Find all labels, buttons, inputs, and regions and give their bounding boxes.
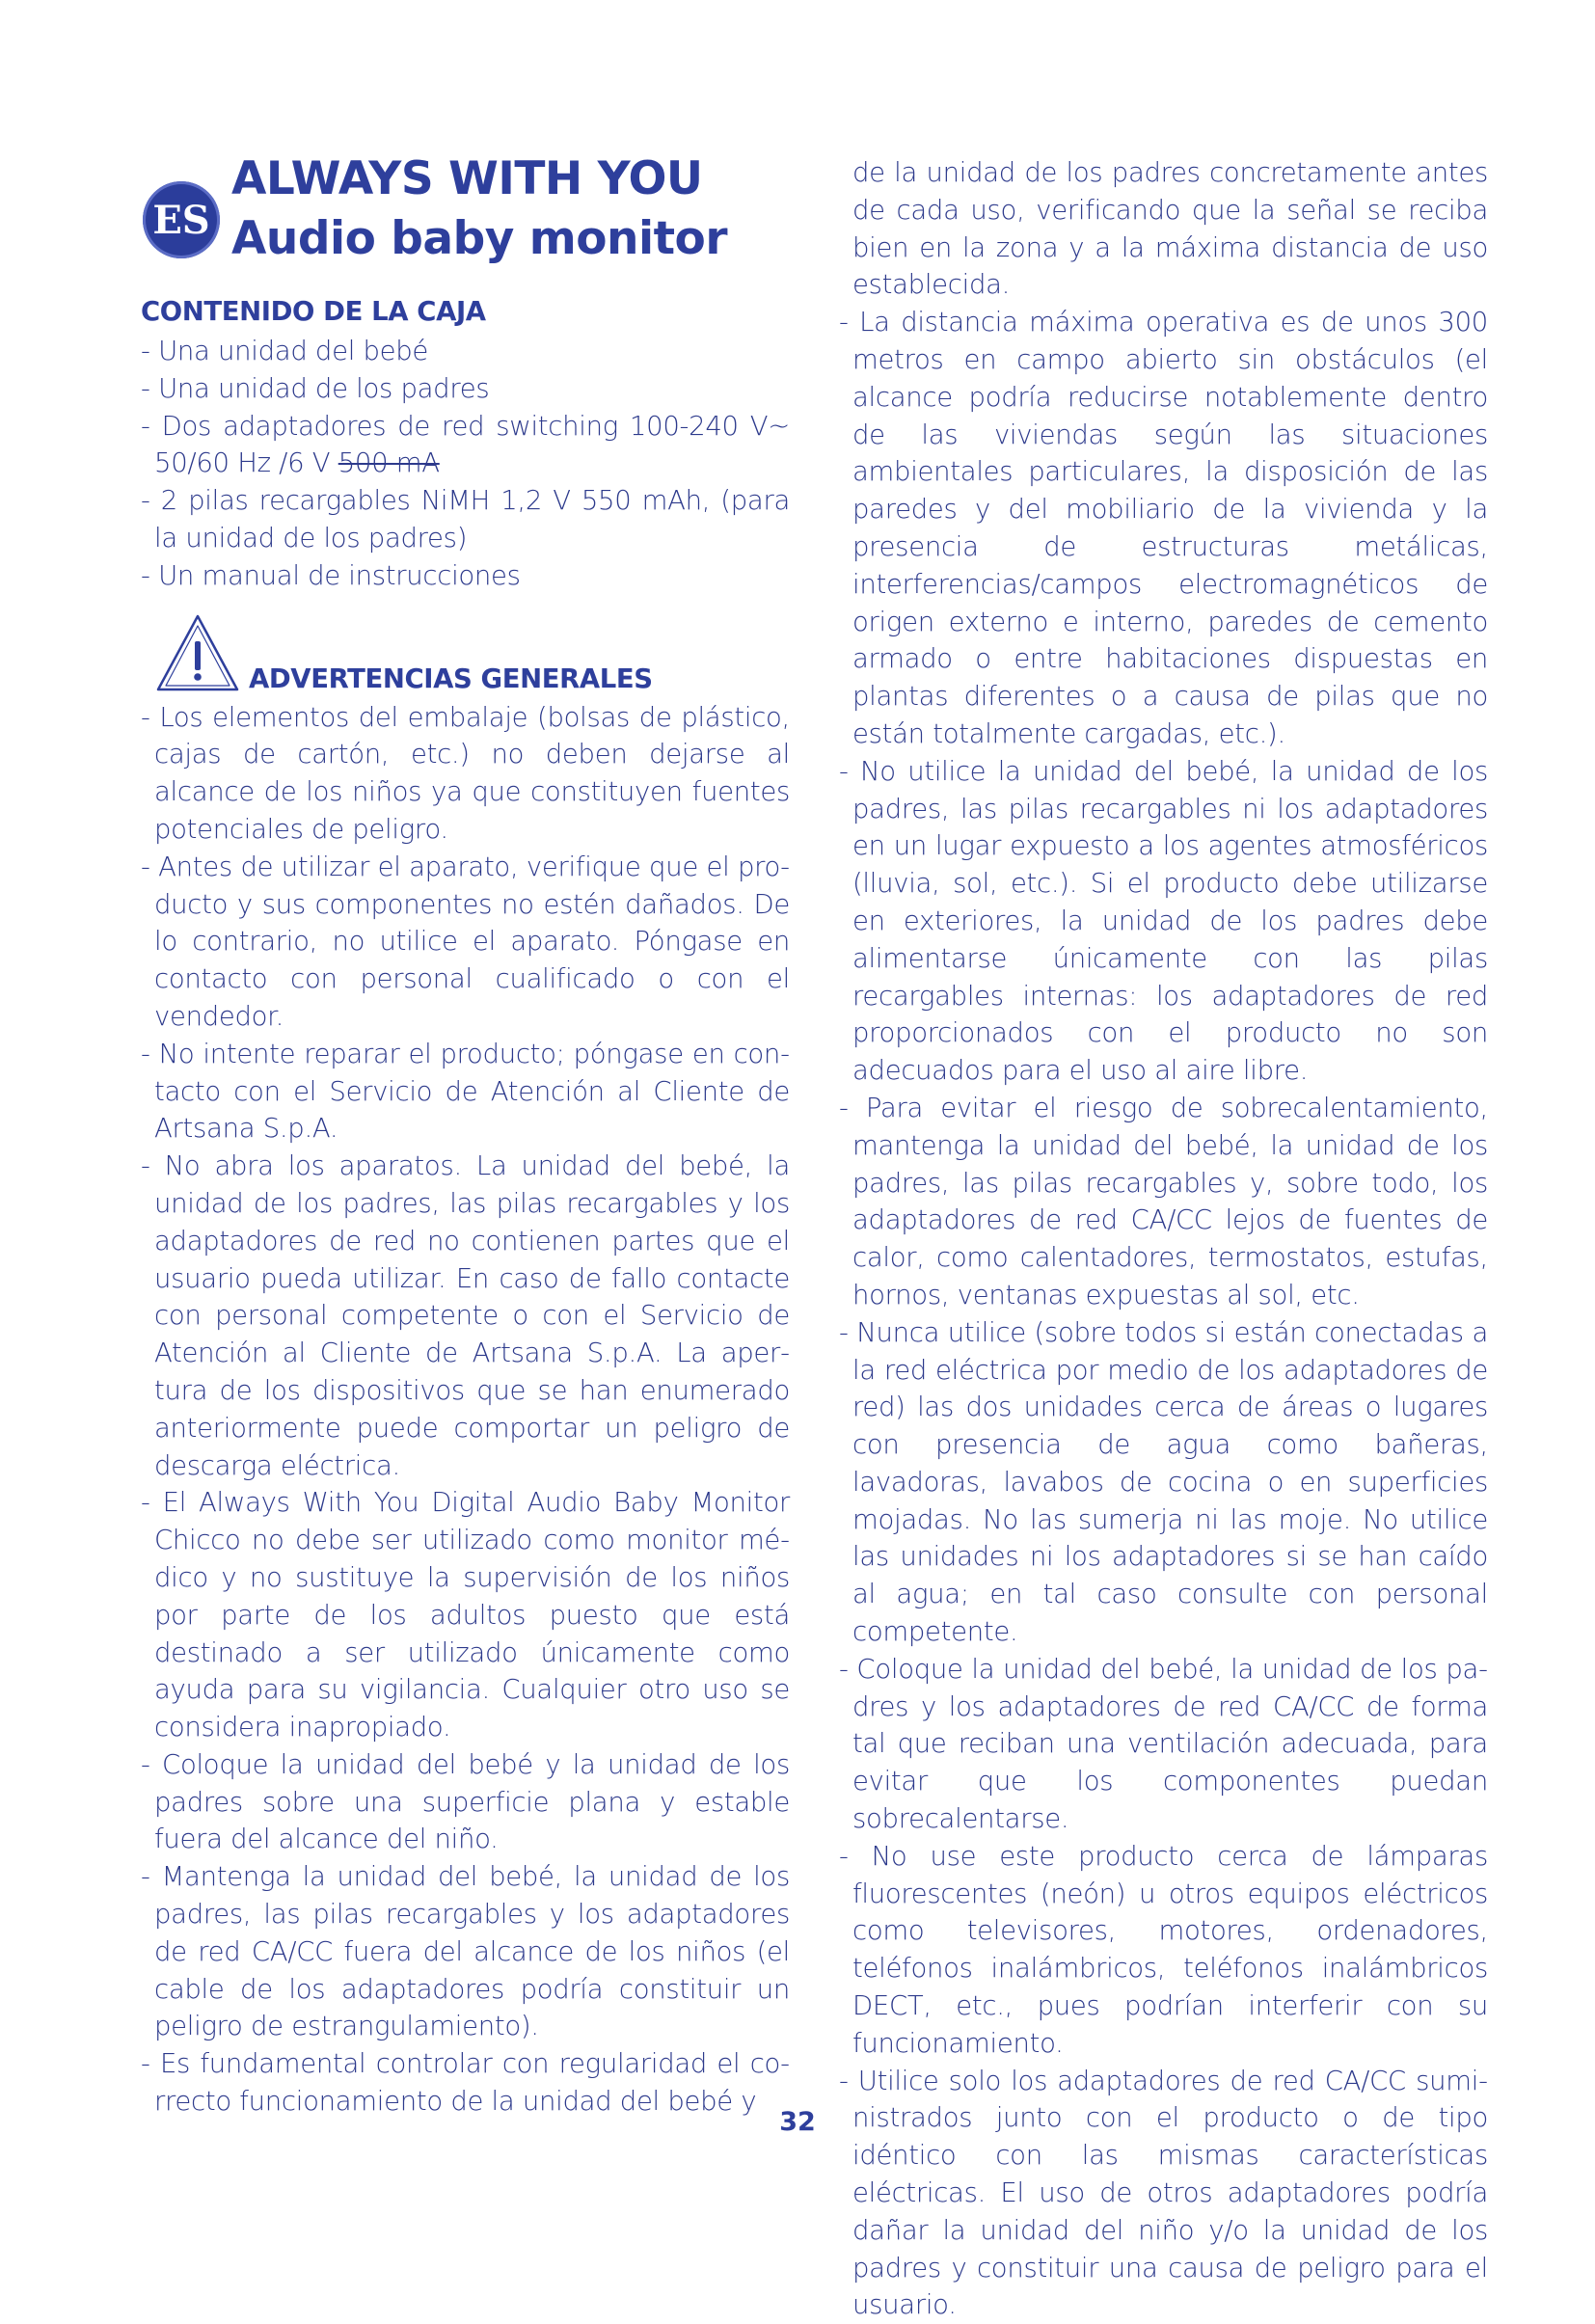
list-item: - Una unidad de los padres: [141, 372, 490, 404]
warning-item: - No utilice la unidad del bebé, la unidad de los padres, las pilas recargables ni los adaptadores en un lugar expuesto a los agentes atmosféricos (lluvia, sol, etc.). Si el producto debe utilizarse en exteriores, la unidad de los padres debe alimentarse únicamente con las pilas recargables internas: los adaptadores de red proporcionados con el producto no son adecuados para el uso al aire libre.: [839, 755, 1488, 1087]
warning-item: - No intente reparar el producto; póngase en contacto con el Servicio de Atención al Cliente de Artsana S.p.A.: [141, 1038, 790, 1145]
warning-item: - La distancia máxima operativa es de unos 300 metros en campo abierto sin obstáculos (el alcance podría reducirse notablemente dentro de las viviendas según las situaciones ambientales particulares, la disposición de las paredes y del mobiliario de la vivienda y la presencia de estructuras metálicas, interferencias/campos electromagnéticos de origen externo e interno, paredes de cemento armado o entre habitaciones dispuestas en plantas diferentes o a causa de pilas que no están totalmente cargadas, etc.).: [839, 307, 1488, 749]
right-column: [839, 154, 1488, 2324]
warning-item: - El Always With You Digital Audio Baby Monitor Chicco no debe ser utilizado como monitor médico y no sustituye la supervisión de los niños por parte de los adultos puesto que está destinado a ser utilizado únicamente como ayuda para su vigilancia. Cualquier otro uso se considera inapropiado.: [141, 1487, 790, 1743]
warning-item: - Nunca utilice (sobre todos si están conectadas a la red eléctrica por medio de los adaptadores de red) las dos unidades cerca de áreas o lugares con presencia de agua como bañeras, lavadoras, lavabos de cocina o en superficies mojadas. No las sumerja ni las moje. No utilice las unidades ni los adaptadores si se han caído al agua; en tal caso consulte con personal competente.: [839, 1316, 1488, 1648]
title-line-2: Audio baby monitor: [231, 212, 728, 265]
list-item: - Dos adaptadores de red switching 100-240 V~ 50/60 Hz /6 V 500 mA: [141, 410, 790, 479]
struck-value: 500 mA: [338, 447, 440, 479]
warning-item: - Para evitar el riesgo de sobrecalentamiento, mantenga la unidad del bebé, la unidad de los padres, las pilas recargables y, sobre todo, los adaptadores de red CA/CC lejos de fuentes de calor, como calentadores, termostatos, estufas, hornos, ventanas expuestas al sol, etc.: [839, 1092, 1488, 1311]
warning-item: - Mantenga la unidad del bebé, la unidad de los padres, las pilas recargables y los adaptadores de red CA/CC fuera del alcance de los niños (el cable de los adaptadores podría constituir un peligro de estrangulamiento).: [141, 1861, 790, 2042]
warnings-heading: ADVERTENCIAS GENERALES: [249, 662, 653, 694]
left-column: [141, 333, 790, 2121]
warning-item: - Antes de utilizar el aparato, verifique que el producto y sus componentes no estén dañados. De lo contrario, no utilice el aparato. Póngase en contacto con personal cualificado o con el vendedor.: [141, 851, 790, 1032]
page-number: 32: [779, 2107, 816, 2137]
warning-item: - Coloque la unidad del bebé y la unidad de los padres sobre una superficie plana y estable fuera del alcance del niño.: [141, 1748, 790, 1855]
warning-item: - No use este producto cerca de lámparas fluorescentes (neón) u otros equipos eléctricos como televisores, motores, ordenadores, teléfonos inalámbricos, teléfonos inalámbricos DECT, etc., pues podrían interferir con su funcionamiento.: [839, 1840, 1488, 2059]
warning-item: - No abra los aparatos. La unidad del bebé, la unidad de los padres, las pilas recargables y los adaptadores de red no contienen partes que el usuario pueda utilizar. En caso de fallo contacte con personal competente o con el Servicio de Atención al Cliente de Artsana S.p.A. La apertura de los dispositivos que se han enumerado anteriormente puede comportar un peligro de descarga eléctrica.: [141, 1150, 790, 1481]
language-code: ES: [152, 197, 210, 243]
continuation-text: de la unidad de los padres concretamente antes de cada uso, verificando que la señal se reciba bien en la zona y a la máxima distancia de uso establecida.: [852, 157, 1488, 301]
warning-item: - Utilice solo los adaptadores de red CA/CC suministrados junto con el producto o de tipo idéntico con las mismas características eléctricas. El uso de otros adaptadores podría dañar la unidad del niño y/o la unidad de los padres y constituir una causa de peligro para el usuario.: [839, 2065, 1488, 2321]
warning-item: - Coloque la unidad del bebé, la unidad de los padres y los adaptadores de red CA/CC de forma tal que reciban una ventilación adecuada, para evitar que los componentes puedan sobrecalentarse.: [839, 1653, 1488, 1835]
title-line-1: ALWAYS WITH YOU: [231, 152, 703, 205]
language-badge: [143, 181, 220, 258]
warning-item: - Es fundamental controlar con regularidad el correcto funcionamiento de la unidad del bebé y: [141, 2048, 790, 2118]
warning-triangle-icon: [154, 612, 241, 693]
list-item: - Una unidad del bebé: [141, 336, 429, 366]
warning-item: - Los elementos del embalaje (bolsas de plástico, cajas de cartón, etc.) no deben dejarse al alcance de los niños ya que constituyen fuentes potenciales de peligro.: [141, 701, 790, 845]
list-item: - 2 pilas recargables NiMH 1,2 V 550 mAh, (para la unidad de los padres): [141, 485, 790, 554]
warnings-heading-block: [141, 595, 790, 699]
page-title: [231, 149, 727, 269]
box-contents-heading: CONTENIDO DE LA CAJA: [141, 296, 486, 327]
list-item: - Un manual de instrucciones: [141, 559, 521, 591]
